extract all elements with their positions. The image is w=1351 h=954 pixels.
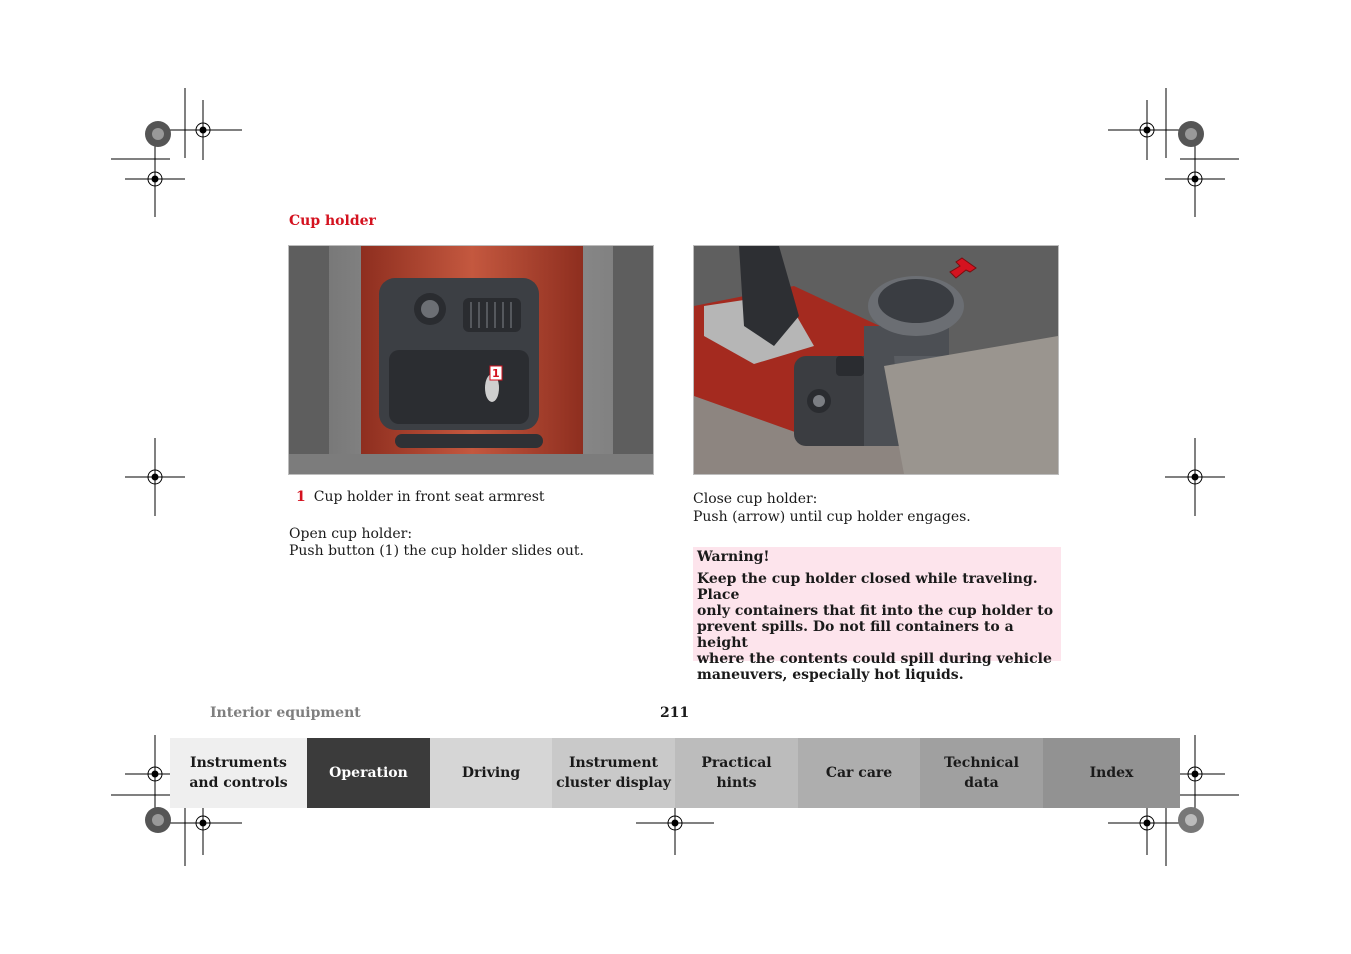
page-number: 211 (660, 705, 690, 721)
open-instruction-label: Open cup holder: (289, 526, 413, 542)
tab-practical-hints[interactable] (675, 738, 798, 808)
warning-line: Keep the cup holder closed while traveling. Place (697, 571, 1038, 603)
section-title: Cup holder (289, 213, 376, 229)
tab-label: data (964, 775, 999, 791)
tab-technical-data[interactable] (920, 738, 1043, 808)
tab-label: Instruments (190, 755, 287, 771)
tab-label: Car care (825, 765, 893, 781)
open-instruction-text: Push button (1) the cup holder slides out. (289, 543, 584, 559)
tab-label: and controls (189, 775, 288, 791)
close-instruction-label: Close cup holder: (693, 491, 818, 507)
warning-box (693, 547, 1061, 683)
warning-title: Warning! (697, 549, 770, 565)
tab-label: Operation (329, 765, 408, 781)
callout-1: 1 (492, 367, 500, 380)
warning-line: where the contents could spill during vehicle (697, 651, 1052, 667)
tab-driving[interactable] (430, 738, 552, 808)
tab-instruments-and-controls[interactable] (170, 738, 307, 808)
caption-number: 1 (296, 489, 306, 505)
figure-caption (296, 489, 545, 505)
tab-index[interactable] (1043, 738, 1180, 808)
caption-text: Cup holder in front seat armrest (313, 489, 545, 505)
chapter-tab-bar (170, 738, 1180, 808)
tab-car-care[interactable] (798, 738, 920, 808)
tab-label: Index (1089, 765, 1134, 781)
warning-line: only containers that fit into the cup holder to (697, 603, 1054, 619)
warning-line: prevent spills. Do not fill containers to a height (697, 619, 1014, 651)
tab-instrument-cluster-display[interactable] (552, 738, 675, 808)
center-console-cup-holder-illustration (693, 245, 1059, 475)
armrest-cup-holder-illustration (288, 245, 654, 475)
warning-line: maneuvers, especially hot liquids. (697, 667, 964, 683)
tab-label: Driving (461, 765, 521, 781)
footer-section-name: Interior equipment (210, 705, 361, 721)
tab-label: Technical (944, 755, 1019, 771)
tab-label: Instrument (569, 755, 658, 771)
close-instruction-text: Push (arrow) until cup holder engages. (693, 509, 971, 525)
tab-operation[interactable] (307, 738, 430, 808)
tab-label: cluster display (556, 775, 671, 791)
tab-label: Practical hints (701, 755, 772, 791)
warning-body (697, 571, 1057, 683)
